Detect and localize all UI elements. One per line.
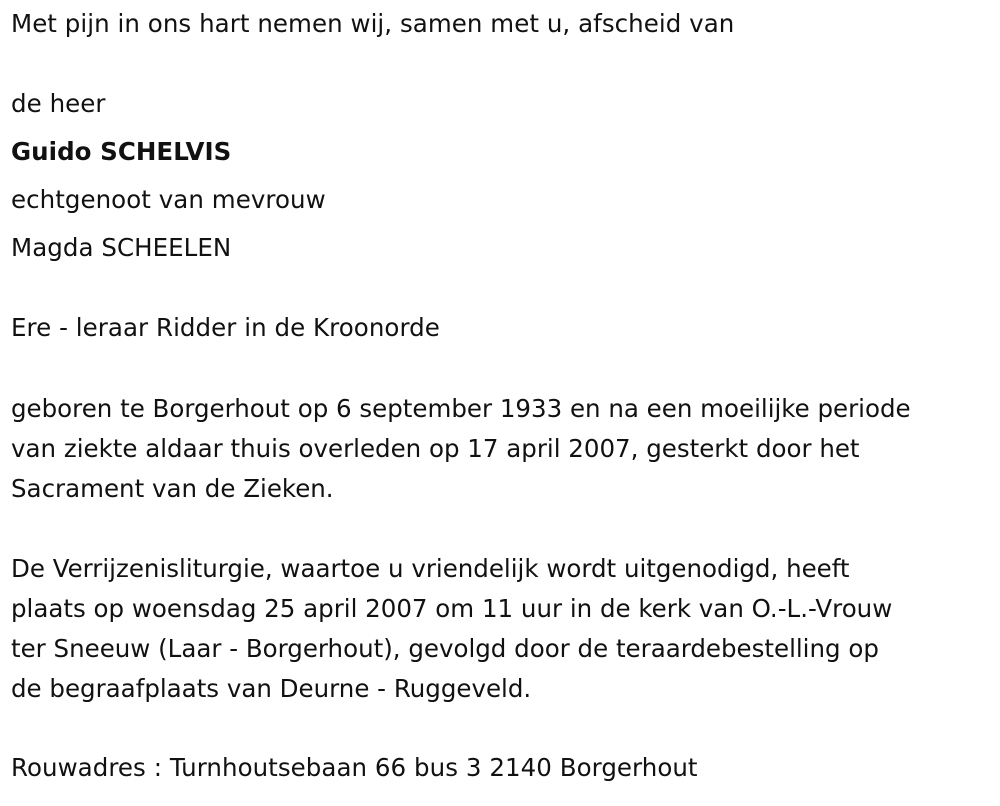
funeral-line: De Verrijzenisliturgie, waartoe u vriendelijk wordt uitgenodigd, heeft [11, 554, 850, 583]
funeral-line: plaats op woensdag 25 april 2007 om 11 uur in de kerk van O.-L.-Vrouw [11, 594, 893, 623]
birth-death-paragraph [11, 389, 996, 509]
birth-death-line: geboren te Borgerhout op 6 september 1933 en na een moeilijke periode [11, 394, 911, 423]
title-prefix: de heer [11, 89, 106, 118]
spouse-label: echtgenoot van mevrouw [11, 185, 326, 214]
spouse-name: Magda SCHEELEN [11, 233, 232, 262]
address-text: Rouwadres : Turnhoutsebaan 66 bus 3 2140 Borgerhout [11, 753, 698, 782]
intro-text: Met pijn in ons hart nemen wij, samen met u, afscheid van [11, 9, 735, 38]
funeral-line: de begraafplaats van Deurne - Ruggeveld. [11, 674, 532, 703]
birth-death-line: Sacrament van de Zieken. [11, 474, 334, 503]
funeral-line: ter Sneeuw (Laar - Borgerhout), gevolgd door de teraardebestelling op [11, 634, 879, 663]
deceased-name: Guido SCHELVIS [11, 137, 232, 166]
funeral-paragraph [11, 549, 996, 709]
birth-death-line: van ziekte aldaar thuis overleden op 17 april 2007, gesterkt door het [11, 434, 860, 463]
honors-text: Ere - leraar Ridder in de Kroonorde [11, 313, 440, 342]
